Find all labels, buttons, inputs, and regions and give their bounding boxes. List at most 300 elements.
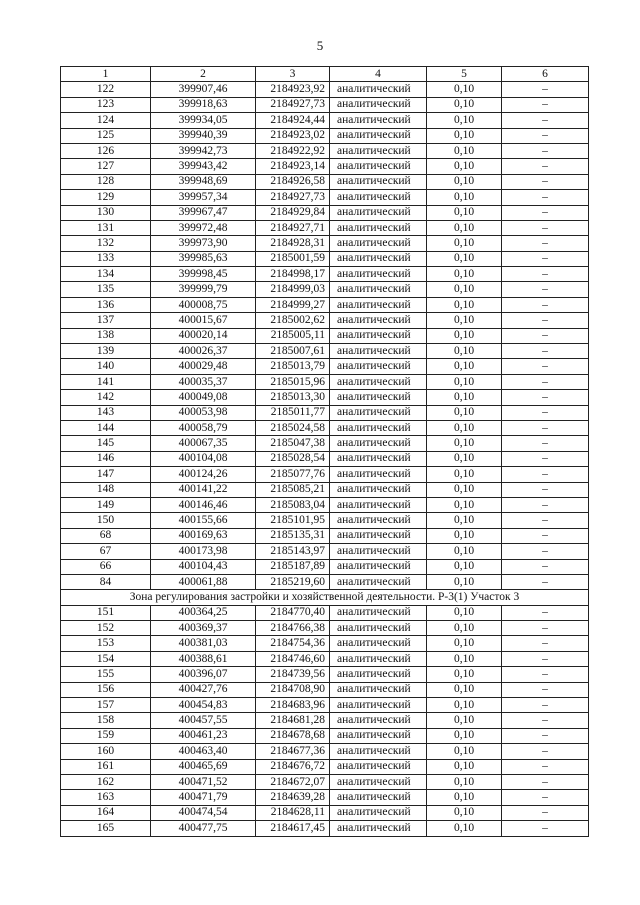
y-coordinate-cell: 2185135,31	[256, 528, 330, 543]
table-row	[61, 328, 589, 343]
point-number-cell: 148	[61, 482, 151, 497]
method-cell: аналитический	[330, 405, 427, 420]
y-coordinate-cell: 2185013,79	[256, 359, 330, 374]
accuracy-cell: 0,10	[427, 744, 502, 759]
x-coordinate-cell: 400461,23	[151, 728, 256, 743]
y-coordinate-cell: 2184678,68	[256, 728, 330, 743]
accuracy-cell: 0,10	[427, 482, 502, 497]
table-row	[61, 282, 589, 297]
method-cell: аналитический	[330, 205, 427, 220]
accuracy-cell: 0,10	[427, 97, 502, 112]
point-number-cell: 155	[61, 667, 151, 682]
accuracy-cell: 0,10	[427, 190, 502, 205]
y-coordinate-cell: 2184628,11	[256, 805, 330, 820]
y-coordinate-cell: 2185047,38	[256, 436, 330, 451]
y-coordinate-cell: 2185007,61	[256, 344, 330, 359]
point-number-cell: 150	[61, 513, 151, 528]
point-number-cell: 137	[61, 313, 151, 328]
note-cell: –	[502, 128, 589, 143]
accuracy-cell: 0,10	[427, 297, 502, 312]
table-row	[61, 405, 589, 420]
header-row	[61, 67, 589, 82]
y-coordinate-cell: 2185143,97	[256, 544, 330, 559]
x-coordinate-cell: 399967,47	[151, 205, 256, 220]
point-number-cell: 141	[61, 374, 151, 389]
y-coordinate-cell: 2184999,27	[256, 297, 330, 312]
accuracy-cell: 0,10	[427, 528, 502, 543]
accuracy-cell: 0,10	[427, 220, 502, 235]
x-coordinate-cell: 400169,63	[151, 528, 256, 543]
accuracy-cell: 0,10	[427, 236, 502, 251]
table-row	[61, 344, 589, 359]
point-number-cell: 151	[61, 605, 151, 620]
accuracy-cell: 0,10	[427, 559, 502, 574]
method-cell: аналитический	[330, 482, 427, 497]
accuracy-cell: 0,10	[427, 774, 502, 789]
note-cell: –	[502, 251, 589, 266]
note-cell: –	[502, 205, 589, 220]
table-row	[61, 174, 589, 189]
y-coordinate-cell: 2184923,14	[256, 159, 330, 174]
table-row	[61, 374, 589, 389]
point-number-cell: 161	[61, 759, 151, 774]
coordinates-table	[60, 66, 589, 837]
x-coordinate-cell: 400364,25	[151, 605, 256, 620]
method-cell: аналитический	[330, 605, 427, 620]
x-coordinate-cell: 400463,40	[151, 744, 256, 759]
table-row	[61, 544, 589, 559]
method-cell: аналитический	[330, 97, 427, 112]
table-row	[61, 467, 589, 482]
point-number-cell: 142	[61, 390, 151, 405]
y-coordinate-cell: 2185005,11	[256, 328, 330, 343]
y-coordinate-cell: 2185101,95	[256, 513, 330, 528]
table-row	[61, 651, 589, 666]
y-coordinate-cell: 2184927,71	[256, 220, 330, 235]
table-row	[61, 682, 589, 697]
table-row	[61, 744, 589, 759]
accuracy-cell: 0,10	[427, 821, 502, 836]
accuracy-cell: 0,10	[427, 497, 502, 512]
page-number: 5	[316, 38, 324, 53]
method-cell: аналитический	[330, 297, 427, 312]
accuracy-cell: 0,10	[427, 328, 502, 343]
note-cell: –	[502, 359, 589, 374]
table-row	[61, 159, 589, 174]
point-number-cell: 125	[61, 128, 151, 143]
accuracy-cell: 0,10	[427, 805, 502, 820]
x-coordinate-cell: 400474,54	[151, 805, 256, 820]
note-cell: –	[502, 374, 589, 389]
accuracy-cell: 0,10	[427, 436, 502, 451]
note-cell: –	[502, 513, 589, 528]
accuracy-cell: 0,10	[427, 405, 502, 420]
point-number-cell: 124	[61, 113, 151, 128]
method-cell: аналитический	[330, 790, 427, 805]
accuracy-cell: 0,10	[427, 420, 502, 435]
note-cell: –	[502, 759, 589, 774]
table-row	[61, 436, 589, 451]
header-cell: 2	[151, 67, 256, 82]
table-row	[61, 420, 589, 435]
note-cell: –	[502, 451, 589, 466]
table-row	[61, 805, 589, 820]
x-coordinate-cell: 399998,45	[151, 267, 256, 282]
y-coordinate-cell: 2185011,77	[256, 405, 330, 420]
note-cell: –	[502, 528, 589, 543]
y-coordinate-cell: 2185085,21	[256, 482, 330, 497]
note-cell: –	[502, 82, 589, 97]
method-cell: аналитический	[330, 528, 427, 543]
note-cell: –	[502, 728, 589, 743]
x-coordinate-cell: 400457,55	[151, 713, 256, 728]
method-cell: аналитический	[330, 328, 427, 343]
point-number-cell: 143	[61, 405, 151, 420]
note-cell: –	[502, 667, 589, 682]
x-coordinate-cell: 400008,75	[151, 297, 256, 312]
note-cell: –	[502, 497, 589, 512]
y-coordinate-cell: 2185002,62	[256, 313, 330, 328]
point-number-cell: 130	[61, 205, 151, 220]
x-coordinate-cell: 400427,76	[151, 682, 256, 697]
table-row	[61, 728, 589, 743]
note-cell: –	[502, 236, 589, 251]
method-cell: аналитический	[330, 143, 427, 158]
x-coordinate-cell: 400396,07	[151, 667, 256, 682]
header-cell: 5	[427, 67, 502, 82]
x-coordinate-cell: 400067,35	[151, 436, 256, 451]
note-cell: –	[502, 159, 589, 174]
y-coordinate-cell: 2185083,04	[256, 497, 330, 512]
x-coordinate-cell: 400104,08	[151, 451, 256, 466]
note-cell: –	[502, 190, 589, 205]
y-coordinate-cell: 2184998,17	[256, 267, 330, 282]
note-cell: –	[502, 744, 589, 759]
point-number-cell: 165	[61, 821, 151, 836]
x-coordinate-cell: 400146,46	[151, 497, 256, 512]
x-coordinate-cell: 400061,88	[151, 574, 256, 589]
table-row	[61, 251, 589, 266]
table-row	[61, 451, 589, 466]
header-cell: 4	[330, 67, 427, 82]
note-cell: –	[502, 297, 589, 312]
method-cell: аналитический	[330, 359, 427, 374]
y-coordinate-cell: 2184929,84	[256, 205, 330, 220]
table-row	[61, 359, 589, 374]
point-number-cell: 158	[61, 713, 151, 728]
method-cell: аналитический	[330, 744, 427, 759]
note-cell: –	[502, 559, 589, 574]
x-coordinate-cell: 399943,42	[151, 159, 256, 174]
y-coordinate-cell: 2184766,38	[256, 621, 330, 636]
point-number-cell: 162	[61, 774, 151, 789]
table-row	[61, 497, 589, 512]
point-number-cell: 135	[61, 282, 151, 297]
table-row	[61, 667, 589, 682]
y-coordinate-cell: 2184923,92	[256, 82, 330, 97]
method-cell: аналитический	[330, 251, 427, 266]
y-coordinate-cell: 2185077,76	[256, 467, 330, 482]
accuracy-cell: 0,10	[427, 251, 502, 266]
accuracy-cell: 0,10	[427, 728, 502, 743]
point-number-cell: 138	[61, 328, 151, 343]
point-number-cell: 147	[61, 467, 151, 482]
point-number-cell: 159	[61, 728, 151, 743]
method-cell: аналитический	[330, 728, 427, 743]
note-cell: –	[502, 790, 589, 805]
accuracy-cell: 0,10	[427, 651, 502, 666]
x-coordinate-cell: 400124,26	[151, 467, 256, 482]
method-cell: аналитический	[330, 420, 427, 435]
x-coordinate-cell: 399957,34	[151, 190, 256, 205]
accuracy-cell: 0,10	[427, 143, 502, 158]
note-cell: –	[502, 143, 589, 158]
table-row	[61, 790, 589, 805]
method-cell: аналитический	[330, 282, 427, 297]
note-cell: –	[502, 174, 589, 189]
table-row	[61, 390, 589, 405]
method-cell: аналитический	[330, 313, 427, 328]
x-coordinate-cell: 399985,63	[151, 251, 256, 266]
x-coordinate-cell: 399942,73	[151, 143, 256, 158]
method-cell: аналитический	[330, 190, 427, 205]
x-coordinate-cell: 399948,69	[151, 174, 256, 189]
table-row	[61, 297, 589, 312]
accuracy-cell: 0,10	[427, 267, 502, 282]
table-row	[61, 97, 589, 112]
x-coordinate-cell: 400471,52	[151, 774, 256, 789]
method-cell: аналитический	[330, 682, 427, 697]
note-cell: –	[502, 574, 589, 589]
y-coordinate-cell: 2184683,96	[256, 698, 330, 713]
x-coordinate-cell: 400035,37	[151, 374, 256, 389]
accuracy-cell: 0,10	[427, 682, 502, 697]
method-cell: аналитический	[330, 451, 427, 466]
table-row	[61, 220, 589, 235]
table-row	[61, 236, 589, 251]
x-coordinate-cell: 400471,79	[151, 790, 256, 805]
x-coordinate-cell: 400104,43	[151, 559, 256, 574]
method-cell: аналитический	[330, 374, 427, 389]
y-coordinate-cell: 2184999,03	[256, 282, 330, 297]
y-coordinate-cell: 2185024,58	[256, 420, 330, 435]
x-coordinate-cell: 400020,14	[151, 328, 256, 343]
point-number-cell: 163	[61, 790, 151, 805]
point-number-cell: 149	[61, 497, 151, 512]
point-number-cell: 122	[61, 82, 151, 97]
point-number-cell: 134	[61, 267, 151, 282]
point-number-cell: 156	[61, 682, 151, 697]
y-coordinate-cell: 2184770,40	[256, 605, 330, 620]
note-cell: –	[502, 328, 589, 343]
note-cell: –	[502, 405, 589, 420]
point-number-cell: 133	[61, 251, 151, 266]
method-cell: аналитический	[330, 497, 427, 512]
x-coordinate-cell: 399940,39	[151, 128, 256, 143]
accuracy-cell: 0,10	[427, 451, 502, 466]
note-cell: –	[502, 544, 589, 559]
table-row	[61, 82, 589, 97]
accuracy-cell: 0,10	[427, 359, 502, 374]
point-number-cell: 153	[61, 636, 151, 651]
table-row	[61, 528, 589, 543]
x-coordinate-cell: 399973,90	[151, 236, 256, 251]
y-coordinate-cell: 2184739,56	[256, 667, 330, 682]
x-coordinate-cell: 400053,98	[151, 405, 256, 420]
point-number-cell: 67	[61, 544, 151, 559]
accuracy-cell: 0,10	[427, 544, 502, 559]
y-coordinate-cell: 2184708,90	[256, 682, 330, 697]
point-number-cell: 154	[61, 651, 151, 666]
table-row	[61, 143, 589, 158]
method-cell: аналитический	[330, 821, 427, 836]
accuracy-cell: 0,10	[427, 374, 502, 389]
table-row	[61, 559, 589, 574]
method-cell: аналитический	[330, 236, 427, 251]
table-row	[61, 513, 589, 528]
x-coordinate-cell: 400026,37	[151, 344, 256, 359]
y-coordinate-cell: 2185028,54	[256, 451, 330, 466]
point-number-cell: 127	[61, 159, 151, 174]
y-coordinate-cell: 2184672,07	[256, 774, 330, 789]
note-cell: –	[502, 113, 589, 128]
note-cell: –	[502, 482, 589, 497]
table-row	[61, 190, 589, 205]
point-number-cell: 129	[61, 190, 151, 205]
method-cell: аналитический	[330, 82, 427, 97]
x-coordinate-cell: 400465,69	[151, 759, 256, 774]
note-cell: –	[502, 282, 589, 297]
y-coordinate-cell: 2184926,58	[256, 174, 330, 189]
table-row	[61, 621, 589, 636]
y-coordinate-cell: 2184924,44	[256, 113, 330, 128]
point-number-cell: 136	[61, 297, 151, 312]
header-cell: 1	[61, 67, 151, 82]
point-number-cell: 84	[61, 574, 151, 589]
accuracy-cell: 0,10	[427, 159, 502, 174]
accuracy-cell: 0,10	[427, 82, 502, 97]
point-number-cell: 131	[61, 220, 151, 235]
y-coordinate-cell: 2184927,73	[256, 190, 330, 205]
table-row	[61, 313, 589, 328]
x-coordinate-cell: 400058,79	[151, 420, 256, 435]
method-cell: аналитический	[330, 559, 427, 574]
y-coordinate-cell: 2184617,45	[256, 821, 330, 836]
point-number-cell: 144	[61, 420, 151, 435]
table-row	[61, 774, 589, 789]
point-number-cell: 132	[61, 236, 151, 251]
y-coordinate-cell: 2184922,92	[256, 143, 330, 158]
method-cell: аналитический	[330, 759, 427, 774]
table-row	[61, 574, 589, 589]
point-number-cell: 157	[61, 698, 151, 713]
x-coordinate-cell: 400049,08	[151, 390, 256, 405]
method-cell: аналитический	[330, 636, 427, 651]
note-cell: –	[502, 605, 589, 620]
x-coordinate-cell: 400454,83	[151, 698, 256, 713]
method-cell: аналитический	[330, 621, 427, 636]
x-coordinate-cell: 400388,61	[151, 651, 256, 666]
method-cell: аналитический	[330, 574, 427, 589]
x-coordinate-cell: 399934,05	[151, 113, 256, 128]
point-number-cell: 68	[61, 528, 151, 543]
x-coordinate-cell: 399918,63	[151, 97, 256, 112]
y-coordinate-cell: 2184928,31	[256, 236, 330, 251]
y-coordinate-cell: 2184639,28	[256, 790, 330, 805]
accuracy-cell: 0,10	[427, 344, 502, 359]
accuracy-cell: 0,10	[427, 174, 502, 189]
y-coordinate-cell: 2185013,30	[256, 390, 330, 405]
x-coordinate-cell: 400369,37	[151, 621, 256, 636]
table-row	[61, 759, 589, 774]
accuracy-cell: 0,10	[427, 667, 502, 682]
table-row	[61, 636, 589, 651]
accuracy-cell: 0,10	[427, 205, 502, 220]
x-coordinate-cell: 399907,46	[151, 82, 256, 97]
accuracy-cell: 0,10	[427, 128, 502, 143]
y-coordinate-cell: 2184676,72	[256, 759, 330, 774]
table-row	[61, 267, 589, 282]
y-coordinate-cell: 2184746,60	[256, 651, 330, 666]
y-coordinate-cell: 2184754,36	[256, 636, 330, 651]
method-cell: аналитический	[330, 667, 427, 682]
y-coordinate-cell: 2185219,60	[256, 574, 330, 589]
point-number-cell: 160	[61, 744, 151, 759]
coordinates-table-body	[61, 67, 589, 837]
method-cell: аналитический	[330, 774, 427, 789]
x-coordinate-cell: 400029,48	[151, 359, 256, 374]
y-coordinate-cell: 2184927,73	[256, 97, 330, 112]
point-number-cell: 66	[61, 559, 151, 574]
x-coordinate-cell: 400015,67	[151, 313, 256, 328]
method-cell: аналитический	[330, 544, 427, 559]
note-cell: –	[502, 97, 589, 112]
y-coordinate-cell: 2184677,36	[256, 744, 330, 759]
method-cell: аналитический	[330, 113, 427, 128]
y-coordinate-cell: 2185001,59	[256, 251, 330, 266]
point-number-cell: 139	[61, 344, 151, 359]
zone-title-row	[61, 590, 589, 605]
accuracy-cell: 0,10	[427, 467, 502, 482]
table-row	[61, 698, 589, 713]
accuracy-cell: 0,10	[427, 282, 502, 297]
note-cell: –	[502, 436, 589, 451]
point-number-cell: 152	[61, 621, 151, 636]
note-cell: –	[502, 636, 589, 651]
note-cell: –	[502, 344, 589, 359]
point-number-cell: 140	[61, 359, 151, 374]
point-number-cell: 126	[61, 143, 151, 158]
method-cell: аналитический	[330, 174, 427, 189]
x-coordinate-cell: 400381,03	[151, 636, 256, 651]
accuracy-cell: 0,10	[427, 605, 502, 620]
y-coordinate-cell: 2184681,28	[256, 713, 330, 728]
note-cell: –	[502, 420, 589, 435]
accuracy-cell: 0,10	[427, 698, 502, 713]
accuracy-cell: 0,10	[427, 713, 502, 728]
accuracy-cell: 0,10	[427, 390, 502, 405]
method-cell: аналитический	[330, 698, 427, 713]
table-row	[61, 205, 589, 220]
point-number-cell: 128	[61, 174, 151, 189]
method-cell: аналитический	[330, 159, 427, 174]
accuracy-cell: 0,10	[427, 636, 502, 651]
table-row	[61, 605, 589, 620]
header-cell: 6	[502, 67, 589, 82]
note-cell: –	[502, 313, 589, 328]
note-cell: –	[502, 390, 589, 405]
note-cell: –	[502, 821, 589, 836]
